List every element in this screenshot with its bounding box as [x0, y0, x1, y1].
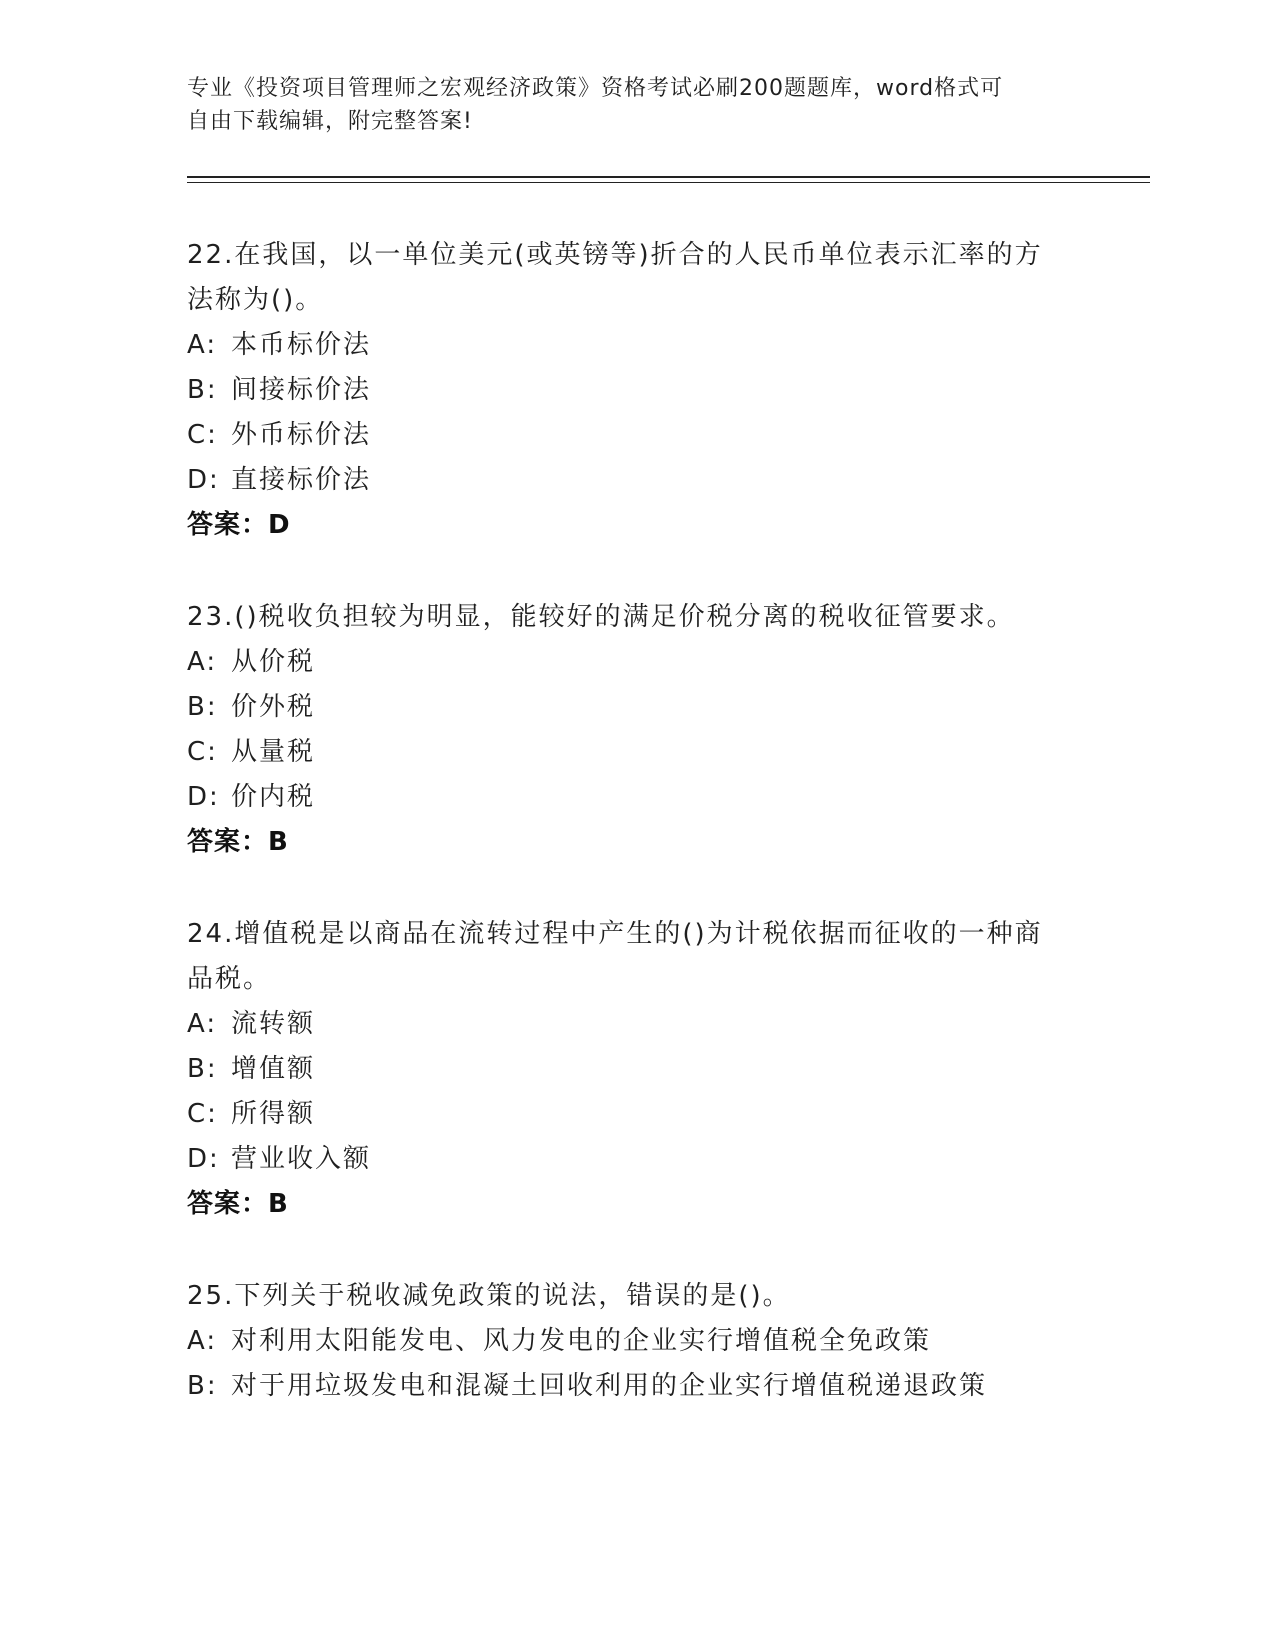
option-letter: D: — [187, 1144, 220, 1174]
option-text: 间接标价法 — [231, 375, 372, 405]
option-letter: C: — [187, 1099, 218, 1129]
option-a — [187, 1319, 1087, 1364]
question-stem — [187, 912, 1087, 1002]
option-b — [187, 368, 1087, 413]
option-text: 价外税 — [231, 692, 316, 722]
option-letter: B: — [187, 375, 218, 405]
option-c — [187, 730, 1087, 775]
question-list — [187, 233, 1087, 1409]
question-spacer — [187, 1227, 1087, 1274]
option-letter: A: — [187, 330, 218, 360]
option-a — [187, 1002, 1087, 1047]
option-letter: C: — [187, 737, 218, 767]
question-stem-line: 23.()税收负担较为明显，能较好的满足价税分离的税收征管要求。 — [187, 602, 1015, 632]
option-text: 本币标价法 — [231, 330, 372, 360]
option-b — [187, 1364, 1087, 1409]
option-text: 直接标价法 — [231, 465, 372, 495]
option-letter: B: — [187, 1371, 218, 1401]
option-b — [187, 1047, 1087, 1092]
option-b — [187, 685, 1087, 730]
question-24 — [187, 912, 1087, 1227]
option-letter: B: — [187, 692, 218, 722]
question-stem-line: 25.下列关于税收减免政策的说法，错误的是()。 — [187, 1281, 791, 1311]
option-letter: B: — [187, 1054, 218, 1084]
option-text: 从量税 — [231, 737, 316, 767]
option-d — [187, 775, 1087, 820]
question-stem-line: 法称为()。 — [187, 285, 324, 315]
option-text: 对于用垃圾发电和混凝土回收利用的企业实行增值税递退政策 — [231, 1371, 988, 1401]
document-header — [187, 72, 1087, 138]
option-a — [187, 323, 1087, 368]
question-stem — [187, 1274, 1087, 1319]
option-text: 从价税 — [231, 647, 316, 677]
question-stem-line: 24.增值税是以商品在流转过程中产生的()为计税依据而征收的一种商 — [187, 919, 1043, 949]
question-spacer — [187, 865, 1087, 912]
option-letter: A: — [187, 647, 218, 677]
option-letter: C: — [187, 420, 218, 450]
header-divider-thick — [187, 176, 1150, 178]
option-text: 营业收入额 — [231, 1144, 372, 1174]
option-text: 对利用太阳能发电、风力发电的企业实行增值税全免政策 — [231, 1326, 932, 1356]
question-23 — [187, 595, 1087, 865]
header-line-1: 专业《投资项目管理师之宏观经济政策》资格考试必刷200题题库，word格式可 — [187, 76, 1004, 101]
option-text: 增值额 — [231, 1054, 316, 1084]
option-c — [187, 1092, 1087, 1137]
answer-label: 答案：D — [187, 510, 291, 540]
option-d — [187, 458, 1087, 503]
header-divider-thin — [187, 182, 1150, 183]
question-stem-line: 22.在我国，以一单位美元(或英镑等)折合的人民币单位表示汇率的方 — [187, 240, 1043, 270]
option-letter: A: — [187, 1009, 218, 1039]
question-22 — [187, 233, 1087, 548]
option-letter: D: — [187, 782, 220, 812]
option-letter: A: — [187, 1326, 218, 1356]
answer-label: 答案：B — [187, 1189, 289, 1219]
option-c — [187, 413, 1087, 458]
header-line-2: 自由下载编辑，附完整答案! — [187, 109, 473, 134]
option-text: 所得额 — [231, 1099, 316, 1129]
option-a — [187, 640, 1087, 685]
question-stem-line: 品税。 — [187, 964, 272, 994]
option-text: 流转额 — [231, 1009, 316, 1039]
question-spacer — [187, 548, 1087, 595]
question-stem — [187, 233, 1087, 323]
option-d — [187, 1137, 1087, 1182]
question-25 — [187, 1274, 1087, 1409]
option-text: 外币标价法 — [231, 420, 372, 450]
question-stem — [187, 595, 1087, 640]
option-text: 价内税 — [231, 782, 316, 812]
answer-label: 答案：B — [187, 827, 289, 857]
option-letter: D: — [187, 465, 220, 495]
